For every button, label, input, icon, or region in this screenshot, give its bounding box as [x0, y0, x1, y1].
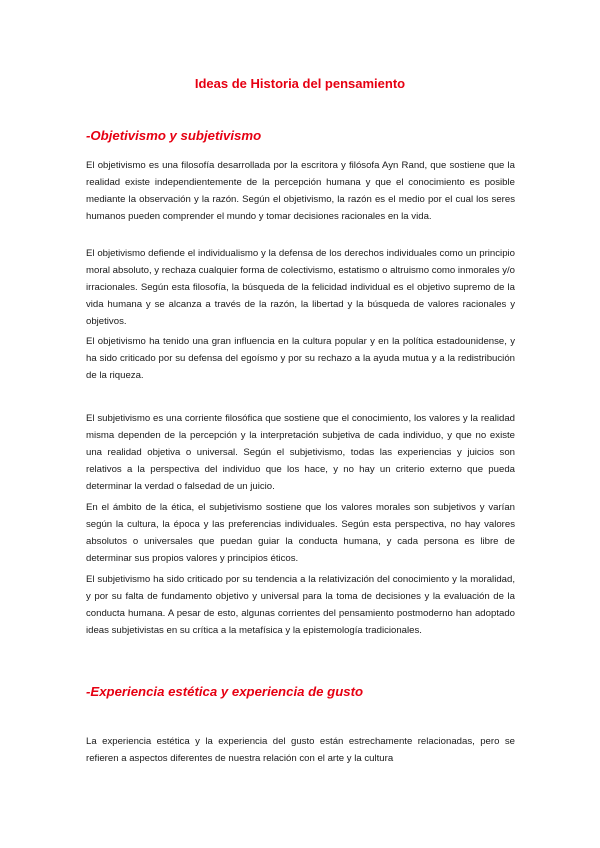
section-heading-objetivismo: -Objetivismo y subjetivismo — [86, 128, 262, 143]
paragraph-subjetivismo-etica: En el ámbito de la ética, el subjetivismo sostiene que los valores morales son subjetivos y varían según la cultura, la época y las preferencias individuales. Según esta perspectiva, no hay valores absolutos o universales que puedan guiar la conducta humana, y cada persona es libre de determinar sus propios valores y principios éticos. — [86, 502, 515, 564]
paragraph-subjetivismo-definicion: El subjetivismo es una corriente filosófica que sostiene que el conocimiento, los valores y la realidad misma dependen de la percepción y la interpretación subjetiva de cada individuo, y que no existe una realidad objetiva o universal. Según el subjetivismo, todas las experiencias y juicios son relativos a la perspectiva del individuo que los hace, y no hay un criterio externo que pueda determinar la verdad o falsedad de un juicio. — [86, 413, 515, 492]
paragraph-objetivismo-individualismo: El objetivismo defiende el individualismo y la defensa de los derechos individuales como un principio moral absoluto, y rechaza cualquier forma de colectivismo, estatismo o altruismo como inmorales y/o irracionales. Según esta filosofía, la búsqueda de la felicidad individual es el objetivo supremo de la vida humana y se alcanza a través de la razón, la libertad y la búsqueda de valores racionales y objetivos. — [86, 248, 515, 327]
paragraph-experiencia-estetica-intro: La experiencia estética y la experiencia del gusto están estrechamente relacionadas, pero se refieren a aspectos diferentes de nuestra relación con el arte y la cultura — [86, 736, 515, 764]
paragraph-subjetivismo-criticas: El subjetivismo ha sido criticado por su tendencia a la relativización del conocimiento y la moralidad, y por su falta de fundamento objetivo y universal para la toma de decisiones y la evaluación de la conducta humana. A pesar de esto, algunas corrientes del pensamiento postmoderno han adoptado ideas subjetivistas en su crítica a la metafísica y la epistemología tradicionales. — [86, 574, 515, 636]
paragraph-objetivismo-influencia: El objetivismo ha tenido una gran influencia en la cultura popular y en la política estadounidense, y ha sido criticado por su defensa del egoísmo y por su rechazo a la ayuda mutua y a la redistribución de la riqueza. — [86, 336, 515, 381]
paragraph-objetivismo-definicion: El objetivismo es una filosofía desarrollada por la escritora y filósofa Ayn Rand, que sostiene que la realidad existe independientemente de la percepción humana y que el conocimiento es posible mediante la observación y la razón. Según el objetivismo, la razón es el medio por el cual los seres humanos pueden comprender el mundo y tomar decisiones racionales en la vida. — [86, 160, 515, 222]
section-heading-experiencia-estetica: -Experiencia estética y experiencia de gusto — [86, 684, 364, 699]
document-title: Ideas de Historia del pensamiento — [194, 76, 406, 91]
